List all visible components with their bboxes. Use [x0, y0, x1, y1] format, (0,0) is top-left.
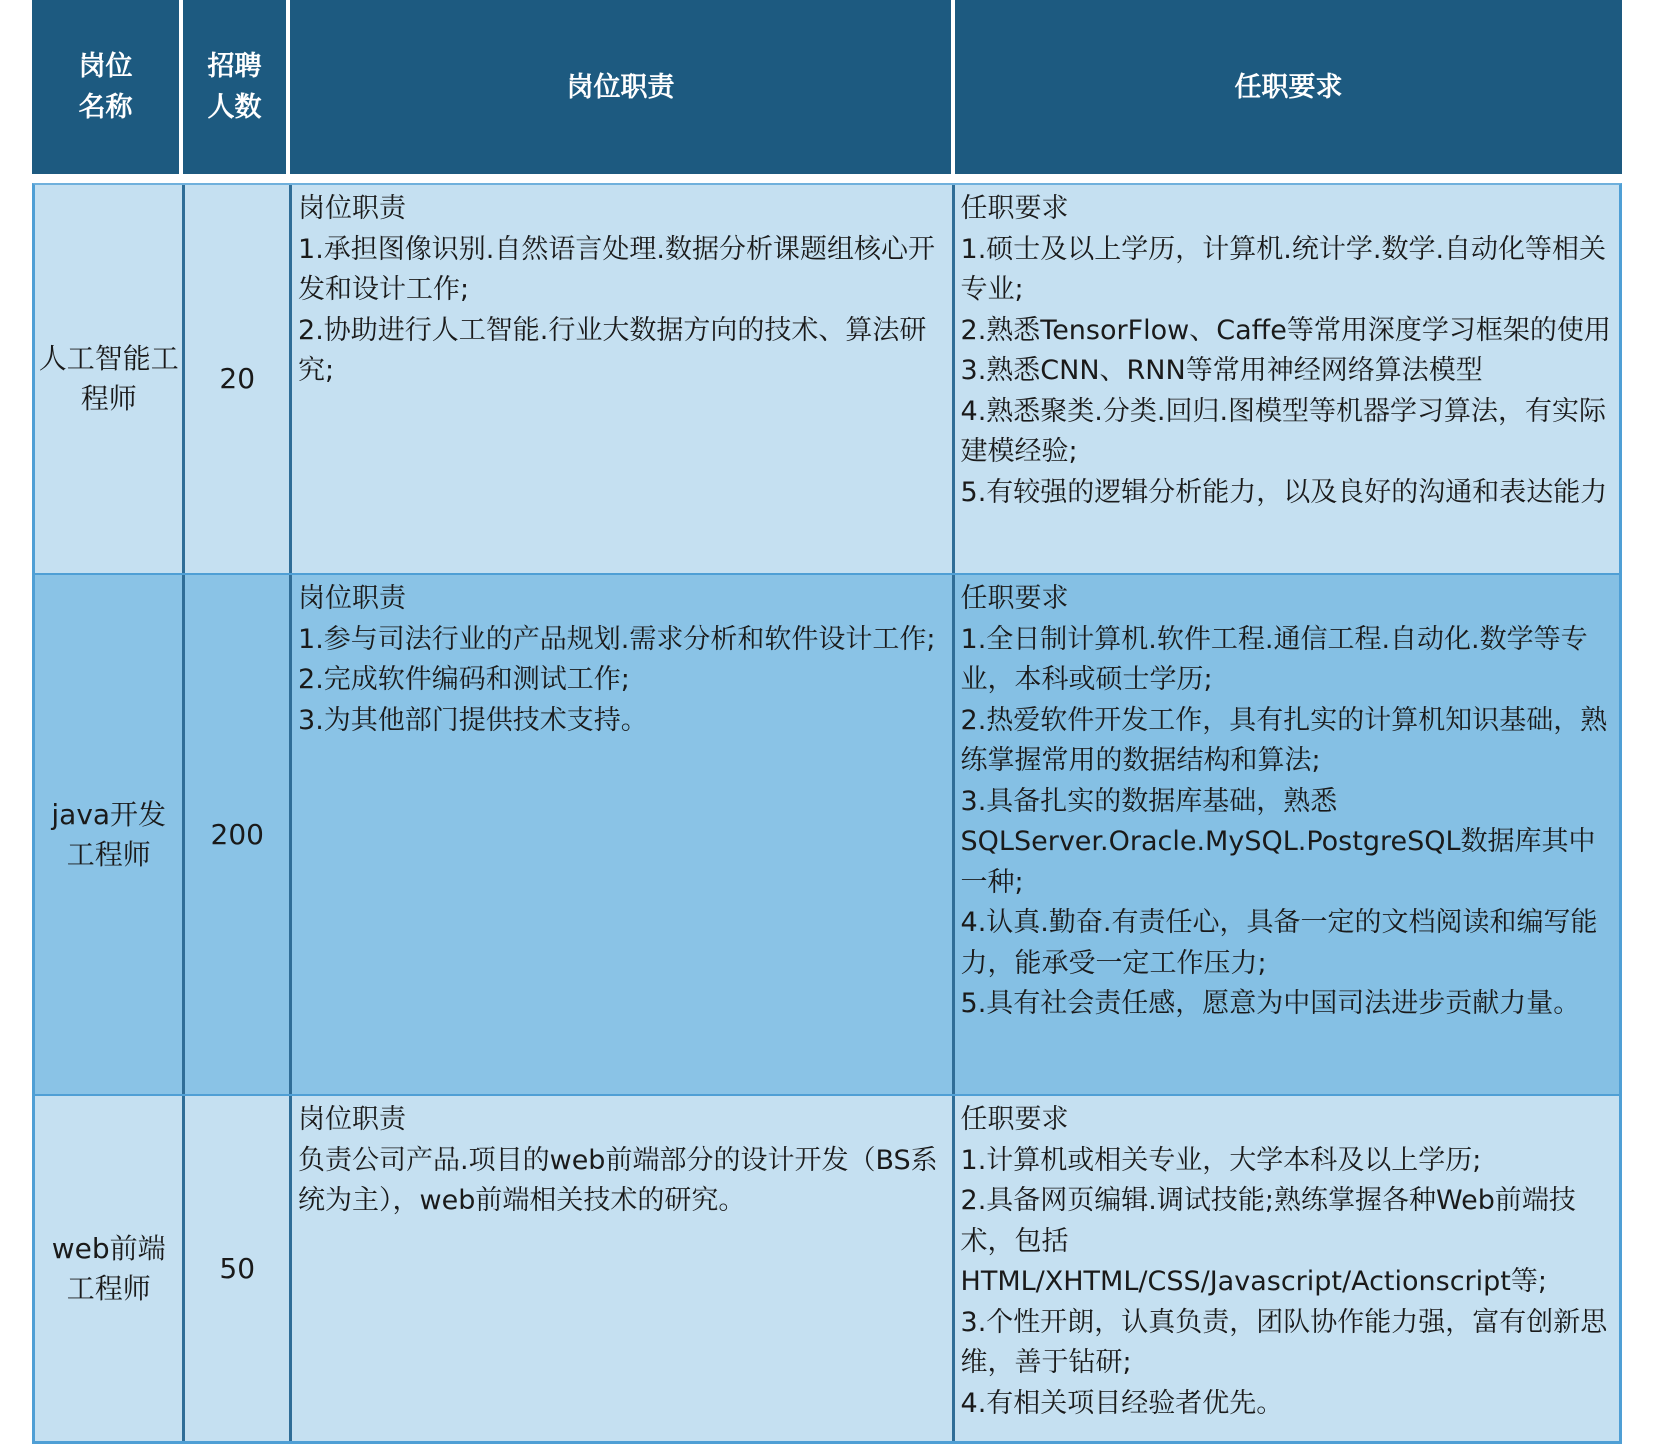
position-name: java开发工程师 — [51, 797, 167, 871]
recruitment-table — [32, 0, 1622, 1444]
header-headcount — [183, 0, 286, 174]
header-requirements-label: 任职要求 — [1234, 71, 1343, 103]
position-name: web前端工程师 — [51, 1231, 166, 1305]
table-header — [32, 0, 1622, 176]
table-row — [32, 573, 1622, 1096]
position-name: 人工智能工程师 — [38, 342, 179, 415]
header-duties-label: 岗位职责 — [566, 71, 675, 103]
header-position-name — [32, 0, 179, 174]
header-position-name-label: 岗位名称 — [78, 51, 133, 123]
header-duties — [290, 0, 951, 174]
table-row — [32, 1096, 1622, 1444]
position-name-cell — [35, 575, 185, 1094]
duties-cell: 岗位职责 负责公司产品.项目的web前端部分的设计开发（BS系统为主），web前端相关技术的研究。 — [292, 1096, 955, 1441]
headcount: 200 — [210, 817, 264, 851]
headcount-cell — [185, 185, 292, 573]
header-requirements — [955, 0, 1622, 174]
position-name-cell — [35, 185, 185, 573]
headcount: 20 — [219, 362, 256, 395]
duties-cell: 岗位职责 1.参与司法行业的产品规划.需求分析和软件设计工作; 2.完成软件编码和测试工作; 3.为其他部门提供技术支持。 — [292, 575, 955, 1094]
headcount: 50 — [219, 1251, 256, 1285]
table-row — [32, 183, 1622, 573]
header-headcount-label: 招聘人数 — [207, 51, 262, 123]
headcount-cell — [185, 1096, 292, 1441]
requirements-cell: 任职要求 1.硕士及以上学历，计算机.统计学.数学.自动化等相关专业; 2.熟悉TensorFlow、Caffe等常用深度学习框架的使用 3.熟悉CNN、RNN等常用神经网络算法模型 4.熟悉聚类.分类.回归.图模型等机器学习算法，有实际建模经验; 5.有较强的逻辑分析能力，以及良好的沟通和表达能力 — [960, 193, 1611, 508]
requirements-cell: 任职要求 1.全日制计算机.软件工程.通信工程.自动化.数学等专业，本科或硕士学历; 2.热爱软件开发工作，具有扎实的计算机知识基础，熟练掌握常用的数据结构和算法; 3.具备扎实的数据库基础，熟悉SQLServer.Oracle.MySQL.PostgreSQL数据库其中一种; 4.认真.勤奋.有责任心，具备一定的文档阅读和编写能力，能承受一定工作压力; 5.具有社会责任感，愿意为中国司法进步贡献力量。 — [955, 575, 1619, 1094]
position-name-cell — [35, 1096, 185, 1441]
headcount-cell — [185, 575, 292, 1094]
duties-cell: 岗位职责 1.承担图像识别.自然语言处理.数据分析课题组核心开发和设计工作; 2.协助进行人工智能.行业大数据方向的技术、算法研究; — [292, 185, 955, 573]
requirements-cell: 任职要求 1.计算机或相关专业，大学本科及以上学历; 2.具备网页编辑.调试技能;熟练掌握各种Web前端技术，包括HTML/XHTML/CSS/Javascript/Actionscript等; 3.个性开朗，认真负责，团队协作能力强，富有创新思维，善于钻研; 4.有相关项目经验者优先。 — [960, 1104, 1608, 1419]
